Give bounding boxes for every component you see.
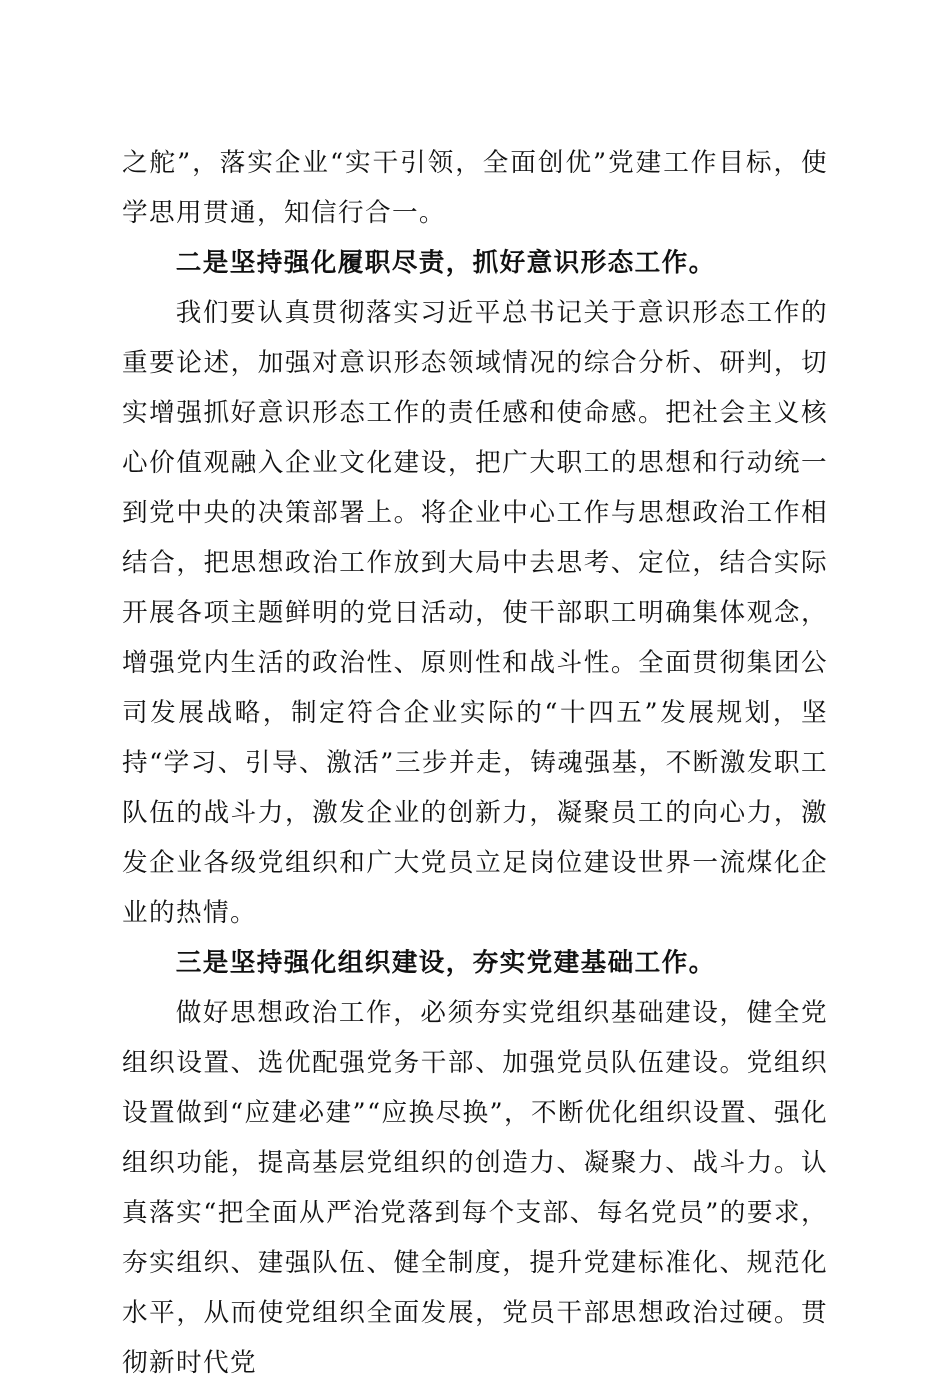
section-heading-two: 二是坚持强化履职尽责，抓好意识形态工作。: [175, 248, 716, 278]
paragraph-organization-building: 做好思想政治工作，必须夯实党组织基础建设，健全党组织设置、选优配强党务干部、加强党员队伍建设。党组织设置做到“应建必建”“应换尽换”，不断优化组织设置、强化组织功能，提高基层党组织的创造力、凝聚力、战斗力。认真落实“把全面从严治党落到每个支部、每名党员”的要求，夯实组织、建强队伍、健全制度，提升党建标准化、规范化水平，从而使党组织全面发展，党员干部思想政治过硬。贯彻新时代党: [122, 998, 828, 1378]
document-body: [122, 138, 828, 1388]
paragraph-continuation: 之舵”，落实企业“实干引领，全面创优”党建工作目标，使学思用贯通，知信行合一。: [122, 148, 828, 228]
paragraph-ideology-work: 我们要认真贯彻落实习近平总书记关于意识形态工作的重要论述，加强对意识形态领域情况的综合分析、研判，切实增强抓好意识形态工作的责任感和使命感。把社会主义核心价值观融入企业文化建设，把广大职工的思想和行动统一到党中央的决策部署上。将企业中心工作与思想政治工作相结合，把思想政治工作放到大局中去思考、定位，结合实际开展各项主题鲜明的党日活动，使干部职工明确集体观念，增强党内生活的政治性、原则性和战斗性。全面贯彻集团公司发展战略，制定符合企业实际的“十四五”发展规划，坚持“学习、引导、激活”三步并走，铸魂强基，不断激发职工队伍的战斗力，激发企业的创新力，凝聚员工的向心力，激发企业各级党组织和广大党员立足岗位建设世界一流煤化企业的热情。: [122, 298, 828, 928]
section-heading-three: 三是坚持强化组织建设，夯实党建基础工作。: [175, 948, 716, 978]
